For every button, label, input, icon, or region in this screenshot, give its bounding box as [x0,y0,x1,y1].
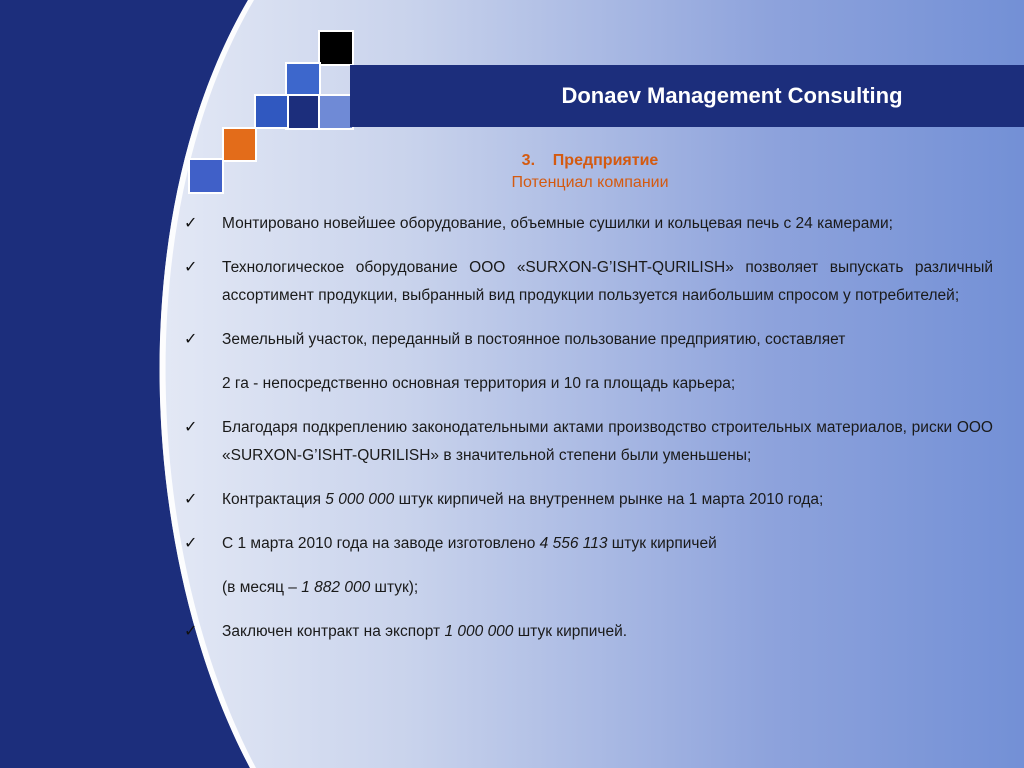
decor-square-blue-left [254,94,289,129]
check-icon: ✓ [184,623,198,640]
decor-square-navy [285,94,321,130]
list-item-text-pre: Заключен контракт на экспорт [222,623,445,640]
quantity-value: 1 000 000 [444,623,514,640]
decor-square-orange [222,127,257,162]
list-item [180,254,993,310]
list-item-text-pre: (в месяц – [222,579,302,596]
check-icon: ✓ [184,259,198,276]
header-title: Donaev Management Consulting [561,83,903,108]
check-icon: ✓ [184,491,198,508]
list-item [180,486,993,514]
decor-square-black [318,30,354,66]
quantity-value: 4 556 113 [539,535,608,552]
section-title: 3. Предприятие [521,152,659,169]
list-item-text: Земельный участок, переданный в постоянное пользование предприятию, составляет [222,331,846,348]
list-item-continuation [180,370,993,398]
check-icon: ✓ [184,535,198,552]
header-bar [350,65,1024,127]
list-item-text: Технологическое оборудование ООО «SURXON-G’ISHT-QURILISH» позволяет выпускать различный ассортимент продукции, выбранный вид продукции пользуется наибольшим спросом у потребителей; [222,259,993,304]
list-item-text-post: штук кирпичей [607,535,717,552]
section-heading [440,152,740,192]
decor-square-lightblue [318,94,354,130]
section-subtitle: Потенциал компании [511,174,669,191]
list-item-text-post: штук кирпичей. [513,623,628,640]
list-item [180,210,993,238]
quantity-value: 5 000 000 [325,491,395,508]
decor-square-blue [285,62,321,98]
list-item [180,530,993,558]
decor-square-blue-bottom [188,158,224,194]
list-item-text-post: штук); [370,579,419,596]
bullet-list [180,210,993,646]
list-item-text: Монтировано новейшее оборудование, объемные сушилки и кольцевая печь с 24 камерами; [222,215,893,232]
list-item-text-pre: Контрактация [222,491,326,508]
list-item-text-pre: С 1 марта 2010 года на заводе изготовлено [222,535,540,552]
list-item-text-post: штук кирпичей на внутреннем рынке на 1 марта 2010 года; [394,491,824,508]
quantity-value: 1 882 000 [301,579,371,596]
list-item-text: Благодаря подкреплению законодательными актами производство строительных материалов, риски ООО «SURXON-G’ISHT-QURILISH» в значительной степени были уменьшены; [222,419,993,464]
check-icon: ✓ [184,215,198,232]
check-icon: ✓ [184,419,198,436]
list-item-text: 2 га - непосредственно основная территория и 10 га площадь карьера; [222,375,736,392]
list-item [180,326,993,354]
check-icon: ✓ [184,331,198,348]
list-item [180,618,993,646]
list-item [180,414,993,470]
list-item-continuation [180,574,993,602]
